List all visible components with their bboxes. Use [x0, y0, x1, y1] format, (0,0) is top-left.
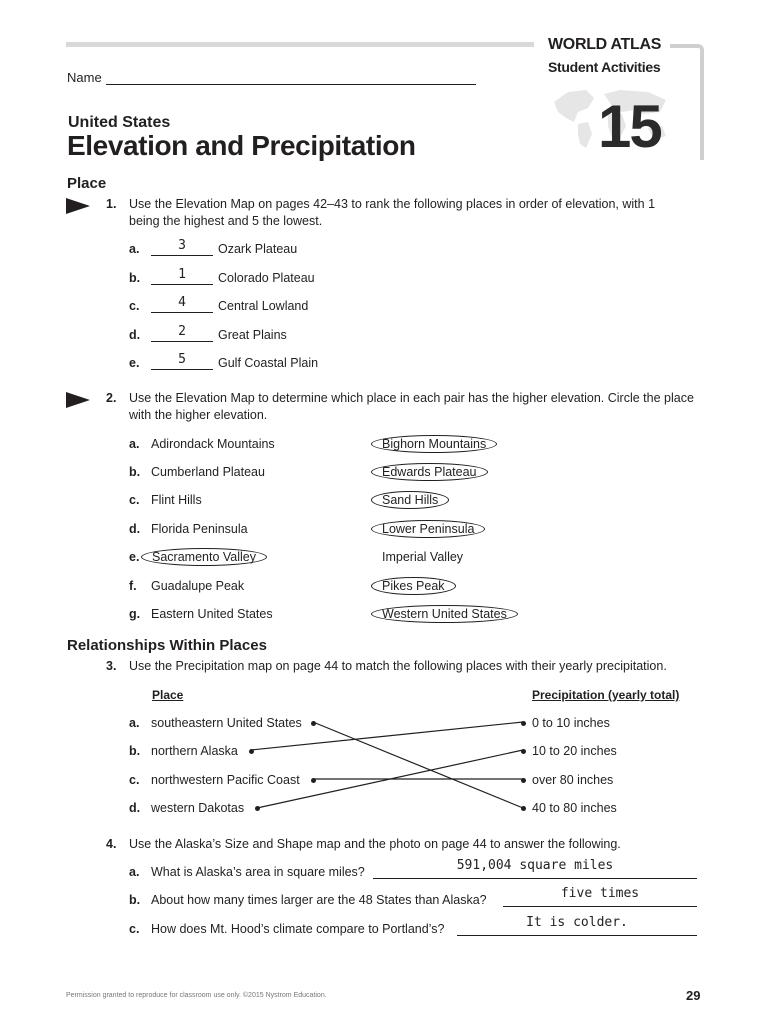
- option-left[interactable]: Florida Peninsula: [151, 522, 248, 536]
- place-name: Central Lowland: [218, 299, 309, 313]
- page-number: 29: [686, 988, 701, 1003]
- handwritten-answer: 3: [178, 238, 186, 253]
- question-prompt: About how many times larger are the 48 States than Alaska?: [151, 893, 487, 907]
- option-left[interactable]: Adirondack Mountains: [151, 437, 275, 451]
- place-name: Ozark Plateau: [218, 242, 298, 256]
- match-place: western Dakotas: [151, 801, 245, 815]
- permission-note: Permission granted to reproduce for classroom use only. ©2015 Nystrom Education.: [66, 992, 327, 999]
- item-letter: a.: [129, 242, 140, 256]
- option-right[interactable]: Sand Hills: [371, 491, 449, 509]
- option-right[interactable]: Pikes Peak: [371, 577, 456, 595]
- section-heading-place: Place: [67, 175, 107, 192]
- match-place: northwestern Pacific Coast: [151, 773, 300, 787]
- item-letter: b.: [129, 893, 141, 907]
- question-prompt: How does Mt. Hood’s climate compare to Portland’s?: [151, 922, 445, 936]
- handwritten-answer: 2: [178, 324, 186, 339]
- option-left[interactable]: Flint Hills: [151, 493, 202, 507]
- item-letter: c.: [129, 922, 140, 936]
- question-number: 3.: [106, 659, 117, 673]
- option-right[interactable]: Imperial Valley: [382, 550, 464, 564]
- item-letter: b.: [129, 271, 141, 285]
- handwritten-answer: 1: [178, 267, 186, 282]
- question-number: 1.: [106, 197, 117, 211]
- option-right[interactable]: Western United States: [371, 605, 518, 623]
- handwritten-answer: 591,004 square miles: [456, 858, 614, 873]
- option-left[interactable]: Guadalupe Peak: [151, 579, 245, 593]
- handwritten-answer: 4: [178, 295, 186, 310]
- option-left[interactable]: Sacramento Valley: [141, 548, 267, 566]
- page-subtitle: United States: [68, 114, 171, 131]
- question-text: Use the Precipitation map on page 44 to match the following places with their yearly precipitation.: [129, 659, 667, 673]
- item-letter: e.: [129, 550, 140, 564]
- handwritten-answer: It is colder.: [526, 915, 628, 930]
- activity-number: 15: [598, 93, 661, 160]
- match-place: southeastern United States: [151, 716, 302, 730]
- item-letter: d.: [129, 801, 141, 815]
- item-letter: c.: [129, 299, 140, 313]
- page-title: Elevation and Precipitation: [67, 130, 416, 161]
- place-name: Great Plains: [218, 328, 287, 342]
- match-precipitation: 0 to 10 inches: [532, 716, 610, 730]
- item-letter: c.: [129, 773, 140, 787]
- brand-subtitle: Student Activities: [548, 59, 661, 75]
- item-letter: b.: [129, 744, 141, 758]
- option-right[interactable]: Lower Peninsula: [371, 520, 485, 538]
- item-letter: d.: [129, 328, 141, 342]
- option-right[interactable]: Bighorn Mountains: [371, 435, 497, 453]
- question-number: 2.: [106, 391, 117, 405]
- option-left[interactable]: Eastern United States: [151, 607, 273, 621]
- name-label: Name: [67, 70, 102, 85]
- item-letter: f.: [129, 579, 137, 593]
- option-right[interactable]: Edwards Plateau: [371, 463, 488, 481]
- section-heading-relationships: Relationships Within Places: [67, 637, 267, 654]
- option-left[interactable]: Cumberland Plateau: [151, 465, 265, 479]
- item-letter: b.: [129, 465, 141, 479]
- question-text: Use the Elevation Map to determine which place in each pair has the higher elevation. Circle the place with the higher elevation.: [129, 391, 694, 422]
- column-header-place: Place: [152, 688, 184, 702]
- item-letter: d.: [129, 522, 141, 536]
- item-letter: a.: [129, 865, 140, 879]
- match-precipitation: 40 to 80 inches: [532, 801, 617, 815]
- question-prompt: What is Alaska’s area in square miles?: [151, 865, 365, 879]
- item-letter: e.: [129, 356, 140, 370]
- column-header-precipitation: Precipitation (yearly total): [532, 688, 680, 702]
- place-name: Colorado Plateau: [218, 271, 315, 285]
- match-precipitation: 10 to 20 inches: [532, 744, 617, 758]
- match-place: northern Alaska: [151, 744, 238, 758]
- match-precipitation: over 80 inches: [532, 773, 614, 787]
- item-letter: a.: [129, 437, 140, 451]
- question-text: Use the Elevation Map on pages 42–43 to rank the following places in order of elevation, with 1 being the highest and 5 the lowest.: [129, 197, 656, 228]
- question-number: 4.: [106, 837, 117, 851]
- question-text: Use the Alaska’s Size and Shape map and the photo on page 44 to answer the following.: [129, 837, 621, 851]
- handwritten-answer: five times: [560, 886, 640, 901]
- brand-title: WORLD ATLAS: [548, 36, 662, 53]
- item-letter: g.: [129, 607, 141, 621]
- place-name: Gulf Coastal Plain: [218, 356, 319, 370]
- item-letter: a.: [129, 716, 140, 730]
- item-letter: c.: [129, 493, 140, 507]
- handwritten-answer: 5: [178, 352, 186, 367]
